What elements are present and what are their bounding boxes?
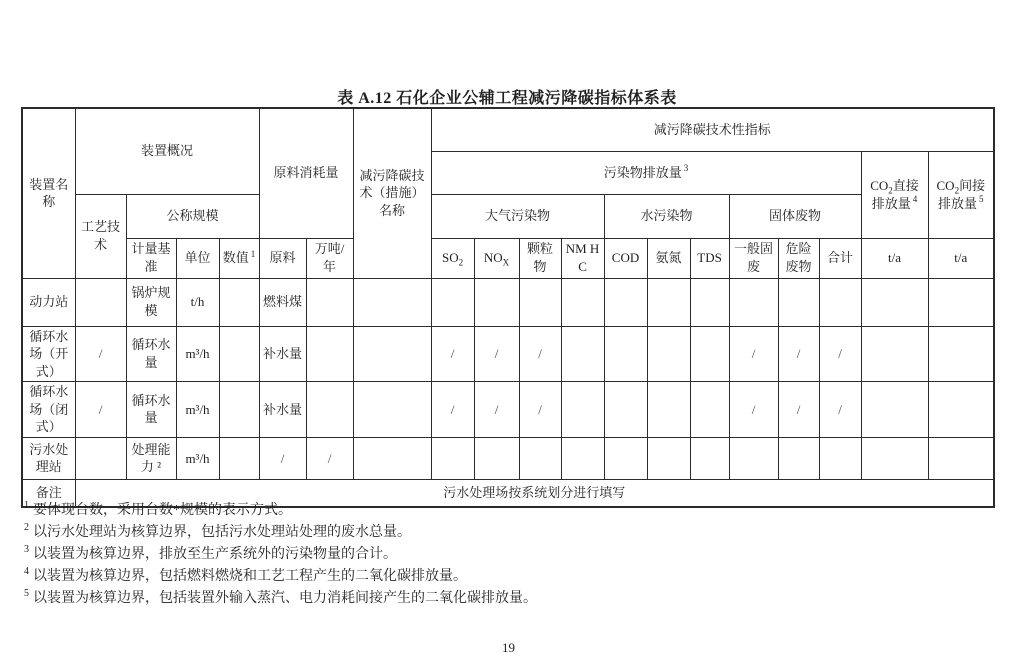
cell: t/h [176, 278, 219, 326]
footnote-3: $^3$ 以装置为核算边界，排放至生产系统外的污染物量的合计。 [24, 544, 397, 562]
header-device-name: 装置名称 [22, 108, 75, 278]
header-water-pollutants: 水污染物 [604, 194, 729, 238]
header-so2: $SO_2$ [431, 238, 474, 278]
cell [647, 326, 690, 382]
cell: / [75, 326, 126, 382]
footnote-2: $^2$ 以污水处理站为核算边界，包括污水处理站处理的废水总量。 [24, 522, 411, 540]
cell [729, 278, 778, 326]
cell [604, 278, 647, 326]
header-pollutant-emission: 污染物排放量 $^3$ [431, 151, 861, 194]
cell [519, 437, 561, 479]
cell [861, 326, 928, 382]
cell [819, 437, 861, 479]
cell [928, 278, 994, 326]
header-metric-basis: 计量基准 [126, 238, 176, 278]
cell: 补水量 [259, 382, 306, 438]
cell [690, 278, 729, 326]
cell [819, 278, 861, 326]
cell [519, 278, 561, 326]
footnote-4: $^4$ 以装置为核算边界，包括燃料燃烧和工艺工程产生的二氧化碳排放量。 [24, 566, 467, 584]
cell [778, 437, 819, 479]
cell [561, 326, 604, 382]
cell: / [431, 382, 474, 438]
footnotes [24, 500, 994, 610]
header-nmhc: NM HC [561, 238, 604, 278]
cell: 燃料煤 [259, 278, 306, 326]
cell [861, 382, 928, 438]
cell [353, 437, 431, 479]
cell [690, 326, 729, 382]
cell: / [474, 382, 519, 438]
header-tech-name: 减污降碳技术（措施）名称 [353, 108, 431, 278]
cell [75, 278, 126, 326]
cell [219, 382, 259, 438]
row-label: 循环水场（开式） [22, 326, 75, 382]
header-solid-waste: 固体废物 [729, 194, 861, 238]
cell [306, 382, 353, 438]
cell: 锅炉规模 [126, 278, 176, 326]
cell [604, 437, 647, 479]
cell [561, 382, 604, 438]
cell: / [778, 382, 819, 438]
header-value: 数值 $^1$ [219, 238, 259, 278]
cell: / [259, 437, 306, 479]
cell: m³/h [176, 437, 219, 479]
cell: / [819, 326, 861, 382]
cell: 循环水量 [126, 326, 176, 382]
cell: / [474, 326, 519, 382]
cell [778, 278, 819, 326]
header-process-tech: 工艺技术 [75, 194, 126, 278]
cell [861, 437, 928, 479]
cell [353, 326, 431, 382]
cell [690, 382, 729, 438]
row-label: 动力站 [22, 278, 75, 326]
header-ta-indirect: t/a [928, 238, 994, 278]
cell [306, 278, 353, 326]
indicator-table [21, 107, 995, 508]
row-label: 循环水场（闭式） [22, 382, 75, 438]
cell [647, 278, 690, 326]
header-device-overview: 装置概况 [75, 108, 259, 194]
header-tech-indicators: 减污降碳技术性指标 [431, 108, 994, 151]
cell [604, 326, 647, 382]
cell: / [431, 326, 474, 382]
cell [647, 382, 690, 438]
header-cod: COD [604, 238, 647, 278]
cell [431, 437, 474, 479]
header-pm: 颗粒物 [519, 238, 561, 278]
cell [219, 437, 259, 479]
cell [561, 278, 604, 326]
table-title: 表 A.12 石化企业公辅工程减污降碳指标体系表 [337, 90, 677, 107]
cell: / [306, 437, 353, 479]
header-nominal-scale: 公称规模 [126, 194, 259, 238]
cell [928, 437, 994, 479]
header-ta-direct: t/a [861, 238, 928, 278]
cell: / [729, 326, 778, 382]
cell: / [519, 382, 561, 438]
header-ten-kt-per-year: 万吨/年 [306, 238, 353, 278]
cell: 补水量 [259, 326, 306, 382]
header-raw-material-consumption: 原料消耗量 [259, 108, 353, 238]
cell [561, 437, 604, 479]
header-general-solid: 一般固废 [729, 238, 778, 278]
cell [861, 278, 928, 326]
header-air-pollutants: 大气污染物 [431, 194, 604, 238]
header-raw-material: 原料 [259, 238, 306, 278]
cell [928, 382, 994, 438]
header-unit: 单位 [176, 238, 219, 278]
footnote-1: $^1$ 要体现台数，采用台数*规模的表示方式。 [24, 500, 292, 518]
cell: m³/h [176, 382, 219, 438]
cell [690, 437, 729, 479]
cell: / [75, 382, 126, 438]
remark-text: 污水处理场按系统划分进行填写 [75, 479, 994, 507]
cell [474, 437, 519, 479]
cell [647, 437, 690, 479]
cell: m³/h [176, 326, 219, 382]
header-total: 合计 [819, 238, 861, 278]
cell [474, 278, 519, 326]
header-co2-indirect: $CO_2$间接排放量 $^5$ [928, 151, 994, 238]
cell: / [519, 326, 561, 382]
cell: 循环水量 [126, 382, 176, 438]
header-co2-direct: $CO_2$直接排放量 $^4$ [861, 151, 928, 238]
header-nox: $NO_X$ [474, 238, 519, 278]
cell [604, 382, 647, 438]
remark-label: 备注 [22, 479, 75, 507]
header-hazardous-waste: 危险废物 [778, 238, 819, 278]
cell: 处理能力 ² [126, 437, 176, 479]
cell: / [778, 326, 819, 382]
row-label: 污水处理站 [22, 437, 75, 479]
cell [306, 326, 353, 382]
cell [219, 278, 259, 326]
cell [928, 326, 994, 382]
cell: / [819, 382, 861, 438]
cell [353, 278, 431, 326]
cell [353, 382, 431, 438]
header-tds: TDS [690, 238, 729, 278]
page-number: 19 [502, 640, 515, 655]
cell [729, 437, 778, 479]
footnote-5: $^5$ 以装置为核算边界，包括装置外输入蒸汽、电力消耗间接产生的二氧化碳排放量。 [24, 588, 537, 606]
cell [75, 437, 126, 479]
cell [219, 326, 259, 382]
header-nh3n: 氨氮 [647, 238, 690, 278]
cell [431, 278, 474, 326]
cell: / [729, 382, 778, 438]
